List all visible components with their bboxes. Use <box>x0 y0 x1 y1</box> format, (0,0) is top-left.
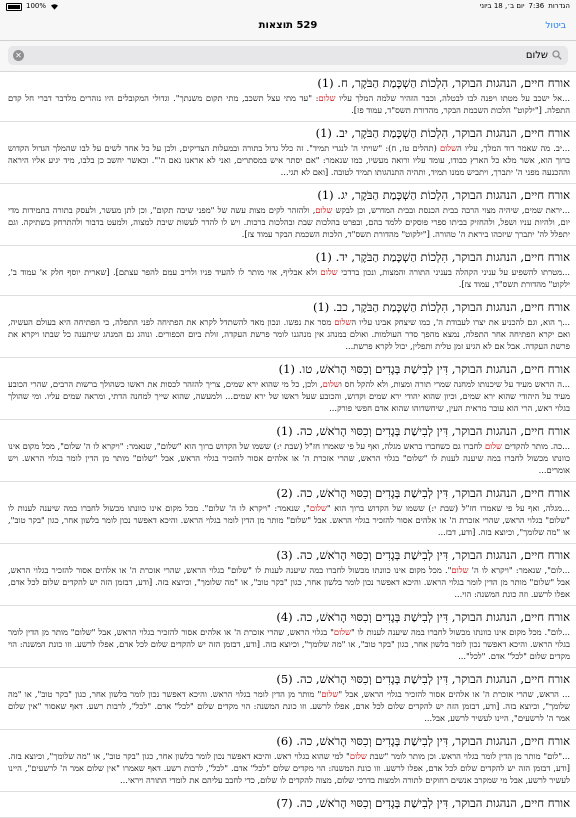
result-snippet: ...מגלה, ואף על פי שאמרו חז"ל (שבת י:) ששמו של הקדוש ברוך הוא "שלום", שנאמר: "ויקרא לו ה' שלום". מכל מקום אינו כוונתו מכשול לחברו במה שיענה לענות לו "שלום" בגלוי הראש, שהרי אזכרת ה' או אלהים אסור להזכיר בגלוי הראש. אבל "שלום" מותר מן הדין לומר בגלוי הראש. והיכא דאפשר נכון לומר בלשון אחר, כגון "בקר טוב", או "מה שלומך", וכיוצא בזה. [ודע, דבז... <box>8 503 571 537</box>
status-left <box>6 0 59 12</box>
clear-search-icon[interactable]: ✕ <box>13 50 24 61</box>
result-heading: אורח חיים, הנהגות הבוקר, דִּין לְבִישַׁת בְּגָדִים וְכִסּוּי הָרֹאשׁ, כה. (4) <box>276 610 570 624</box>
search-bar <box>0 41 576 72</box>
result-heading: אורח חיים, הנהגות הבוקר, דִּין לְבִישַׁת בְּגָדִים וְכִסּוּי הָרֹאשׁ, כה. (6) <box>276 734 570 748</box>
result-snippet: ... הראש, שהרי אזכרת ה' או אלהים אסור להזכיר בגלוי הראש, אבל "שלום" מותר מן הדין לומר בגלוי הראש. והיכא דאפשר נכון לומר בלשון אחר, כגון "בקר טוב", או "מה שלומך", וכיוצא בזה. [ודע, דבזמן הזה יש להקדים שלום לכל אדם, אפלו לרשע. וזו כונת המשנה: הוי מקדים שלום "לכל" אדם. "לכל", לרבות רשע. דאף שאסור "אין שלום אמר ה' לרשעים", היינו לעשיר לרשע, אבל... <box>8 689 570 723</box>
result-item[interactable] <box>0 544 576 606</box>
result-heading: אורח חיים, הנהגות הבוקר, הִלְכוֹת הַשְׁכָּמַת הַבֹּקֶר, יב. (1) <box>315 126 570 140</box>
wifi-icon <box>50 3 59 10</box>
results-count-title: 529 תוצאות <box>258 20 318 31</box>
result-item[interactable] <box>0 246 576 296</box>
highlight-match: שלום <box>334 317 352 327</box>
highlight-match: שלום <box>320 267 338 277</box>
highlight-match: שלום <box>315 205 333 215</box>
result-item[interactable] <box>0 420 576 482</box>
navigation-bar <box>0 12 576 41</box>
result-snippet: ...מטרתו להשפיע על עניני הקהלה בעניני התורה והמצות, ונכון ברדכי שלום ולא אבליף, אזי מותר לו להעיד פניו ולריב עמם להפר עצתם]. [שארית יוסף חלק א' עמוד ב', ילקוט" מהדורת תשס"ד, עמוד צז]. <box>8 267 570 289</box>
result-snippet: ...כה. מותר להקדים שלום לחברו גם כשחברו בראש מגלה, ואף על פי שאמרו חז"ל (שבת י:) ששמו של הקדוש ברוך הוא "שלום", שנאמר: "ויקרא לו ה' שלום", מכל מקום אינו כוונתו מכשול לחברו במה שיענה לענות לו "שלום" בגלוי הראש, שהרי אזכרת ה' או אלהים אסור להזכיר בגלוי הראש, אבל "שלום" מותר מן הדין לומר בגלוי הראש. ויש אומרים... <box>8 441 571 475</box>
result-snippet: ..."לום" מותר מן הדין לומר בגלוי הראש. וכן מותר לומר "שבת שלום" למי שהוא בגלוי ראש. והיכא דאפשר נכון לומר בלשון אחר, כגון "בקר טוב", או "מה שלומך", וכיוצא בזה. [ודע, דבזמן הזה יש להקדים שלום לכל אדם, אפלו לרשע. וזו כונת המשנה: הוי מקדים שלום "לכל" אדם. "לכל", לרבות רשע. דאף שאמרו "אין שלום אמר ה' לרשעים", היינו לעשיר לרשע, אבל מי שמקרב אנשים רחוקים לתורה ולמצות בדרכי שלום, מצוה להקדים לו שלום, כדי לחבב עליהם את לומדי התורה ויראי... <box>8 751 570 785</box>
result-snippet: ...ה הראש מעיד על שיכנותו למחנה שמרי תורה ומצות, ולא להקל חס ושלום, ולכן, כל מי שהוא ירא שמים, צריך להזהר לכסות את ראשו כשהולך ברשות הרבים, שהרי הכובע מעיד על היהודי שהוא ירא שמים, וכיון שהוא יהודי ירא שמים וקדוש, והכובע שעל ראשו של ירא שמים... ולמעשה, שהוא שייך למחנה הדתי, ומראה שמים עליו. ומי שהולך בגלוי ראש, הרי הוא עובר מראית העין, שיחשדוהו שהוא אדם חפשי פורק... <box>8 379 570 413</box>
battery-icon <box>6 3 22 11</box>
status-date: יום ב׳, 18 ביוני <box>479 2 525 10</box>
result-item[interactable] <box>0 730 576 792</box>
battery-percent: 100% <box>26 2 47 10</box>
result-item[interactable] <box>0 668 576 730</box>
result-heading: אורח חיים, הנהגות הבוקר, דִּין לְבִישַׁת בְּגָדִים וְכִסּוּי הָרֹאשׁ, כה. (3) <box>276 548 570 562</box>
highlight-match: שלום <box>349 751 367 761</box>
result-item[interactable] <box>0 296 576 358</box>
highlight-match: שלום <box>321 689 339 699</box>
result-heading: אורח חיים, הנהגות הבוקר, דִּין לְבִישַׁת בְּגָדִים וְכִסּוּי הָרֹאשׁ, כה. (2) <box>276 486 570 500</box>
result-item[interactable] <box>0 72 576 122</box>
search-icon <box>552 50 562 60</box>
result-item[interactable] <box>0 358 576 420</box>
search-field[interactable] <box>8 46 568 65</box>
result-item[interactable] <box>0 606 576 668</box>
highlight-match: שלום <box>484 441 503 451</box>
result-snippet: ...יב. מה שאמר דוד המלך, עליו השלום (תהלים טז, ח): "שויתי ה' לנגדי תמיד". זה כלל גדול בתורה ובמעלות הצדיקים, ולכן על כל אחד לשים על לבו שהמלך הגדול הקדוש ברוך הוא, אשר מלא כל הארץ כבודו, עומד עליו ורואה מעשיו, כמו שנאמר: "אם יסתר איש במסתרים, ואני לא אראנו נאם ה'". וכאשר יחשב כן בלבו, מיד יגיע אליו היראה וההכנעה מפני ה' יתברך, ויתביש ממנו תמיד, ותהיה התנהגותו תמיד לטובה. [ואם לא תגי... <box>8 143 571 177</box>
search-input[interactable] <box>28 46 548 65</box>
result-snippet: ...לום". מכל מקום אינו כוונתו מכשול לחברו במה שיענה לענות לו "שלום" בגלוי הראש, שהרי אזכרת ה' או אלהים אסור להזכיר בגלוי הראש, אבל "שלום" מותר מן הדין לומר בגלוי הראש. והיכא דאפשר נכון לומר בלשון אחר, כגון "בקר טוב", או "מה שלומך", וכיוצא בזה. [ודע, דבזמן הזה יש להקדים שלום לכל אדם, אפלו לרשע. וזו כונת המשנה: הוי מקדים שלום "לכל" אדם. "לכל"... <box>8 627 570 661</box>
status-time: 7:36 <box>528 2 545 10</box>
result-heading: אורח חיים, הנהגות הבוקר, הִלְכוֹת הַשְׁכָּמַת הַבֹּקֶר, כב. (1) <box>312 300 570 314</box>
highlight-match: שלום <box>318 93 336 103</box>
result-item[interactable] <box>0 122 576 184</box>
result-heading: אורח חיים, הנהגות הבוקר, הִלְכוֹת הַשְׁכָּמַת הַבֹּקֶר, ח. (1) <box>317 76 570 90</box>
result-heading: אורח חיים, הנהגות הבוקר, דִּין לְבִישַׁת בְּגָדִים וְכִסּוּי הָרֹאשׁ, כה. (1) <box>276 424 570 438</box>
highlight-match: שלום <box>333 627 351 637</box>
result-heading: אורח חיים, הנהגות הבוקר, דִּין לְבִישַׁת בְּגָדִים וְכִסּוּי הָרֹאשׁ, כה. (5) <box>276 672 570 686</box>
result-item[interactable] <box>0 792 576 818</box>
highlight-match: שלום <box>309 503 327 513</box>
status-back-app[interactable]: הגדרות <box>548 2 570 10</box>
result-heading: אורח חיים, הנהגות הבוקר, הִלְכוֹת הַשְׁכָּמַת הַבֹּקֶר, יג. (1) <box>317 188 570 202</box>
highlight-match: שלום <box>439 143 457 153</box>
result-item[interactable] <box>0 184 576 246</box>
status-right <box>480 0 570 12</box>
result-snippet: ...יראת שמים, שיהיה מצוי הרבה בבית הכנסת ובבית המדרש, וכן לבקש שלום, ולהזהר לקים מצות עשה של "מפני שיבה תקום", וכן לתן מעשר, ולעסק בתורה בתמידות מדי יום, ולהיות עניו ושפל, ולהחזיק בביתו ספרי פוסקים ללמד בהם, ובפרט בהלכות שבת ובהלכות ברכות. ויש לו להדר לעשות שיבת למצוה, ולמעט בדבור ולהתרחק בשתיקה. וגם יתפלל לה' יתברך שיזכהו ביראת ה' טהורה. ["ילקוט" מהדורת תשס"ד, הלכות השכמת הבקר עמוד צז]. <box>8 205 570 239</box>
result-snippet: ...אל ישכב על מטתו ויפנה לבו לבטלה, וכבר הזהיר שלמה המלך עליו שלום: "עד מתי עצל תשכב, מתי תקום משנתך". וגדולי המקובלים היו נזהרים מלדבר דברי חל קדם התפלה. ["ילקוט" הלכות השכמת הבקר, מהדורת תשס"ד, עמוד פז]. <box>8 93 570 115</box>
result-snippet: ...ך הוא, וגם להכניע את יצרו לעבודת ה', כמו שיצחק אבינו עליו השלום מסר את נפשו. ונכון מאד להשתדל לקרא את הפתיחה לפני התפלה, כי הפתיחה היא בעולם העשיה, ואם יקרא הפתיחה אחר התפלה, נמצא מהפך סדר העולמות. ואולם במנהג אין מנהגנו לומר פרשת העקדה, זולת ביום הכפורים. ונוהג גם המנהג שיתענה כל שבתו ויקרא את פרשת העקדה. אבל אם לא הגיע זמן טלית ותפלין, יכול לקרא פרשת... <box>8 317 570 351</box>
results-list[interactable] <box>0 72 576 810</box>
highlight-match: שלום <box>322 379 340 389</box>
status-bar <box>0 0 576 12</box>
result-heading: אורח חיים, הנהגות הבוקר, דִּין לְבִישַׁת בְּגָדִים וְכִסּוּי הָרֹאשׁ, טו. (1) <box>278 362 570 376</box>
result-heading: אורח חיים, הנהגות הבוקר, הִלְכוֹת הַשְׁכָּמַת הַבֹּקֶר, יד. (1) <box>315 250 570 264</box>
result-snippet: ...לום", שנאמר: "ויקרא לו ה' שלום". מכל מקום אינו כוונתו מכשול לחברו במה שיענה לענות לו "שלום" בגלוי הראש, שהרי אזכרת ה' או אלהים אסור להזכיר בגלוי הראש, אבל "שלום" מותר מן הדין לומר בגלוי הראש. והיכא דאפשר נכון לומר בלשון אחר, כגון "בקר טוב", או "מה שלומך", וכיוצא בזה. [ודע, דבזמן הזה יש להקדים שלום לכל אדם, אפלו לרשע. וזה כונת המשנה: הוי... <box>8 565 570 599</box>
result-item[interactable] <box>0 482 576 544</box>
result-heading: אורח חיים, הנהגות הבוקר, דִּין לְבִישַׁת בְּגָדִים וְכִסּוּי הָרֹאשׁ, כה. (7) <box>276 796 570 810</box>
highlight-match: שלום <box>451 565 469 575</box>
cancel-button[interactable]: ביטול <box>545 21 566 31</box>
